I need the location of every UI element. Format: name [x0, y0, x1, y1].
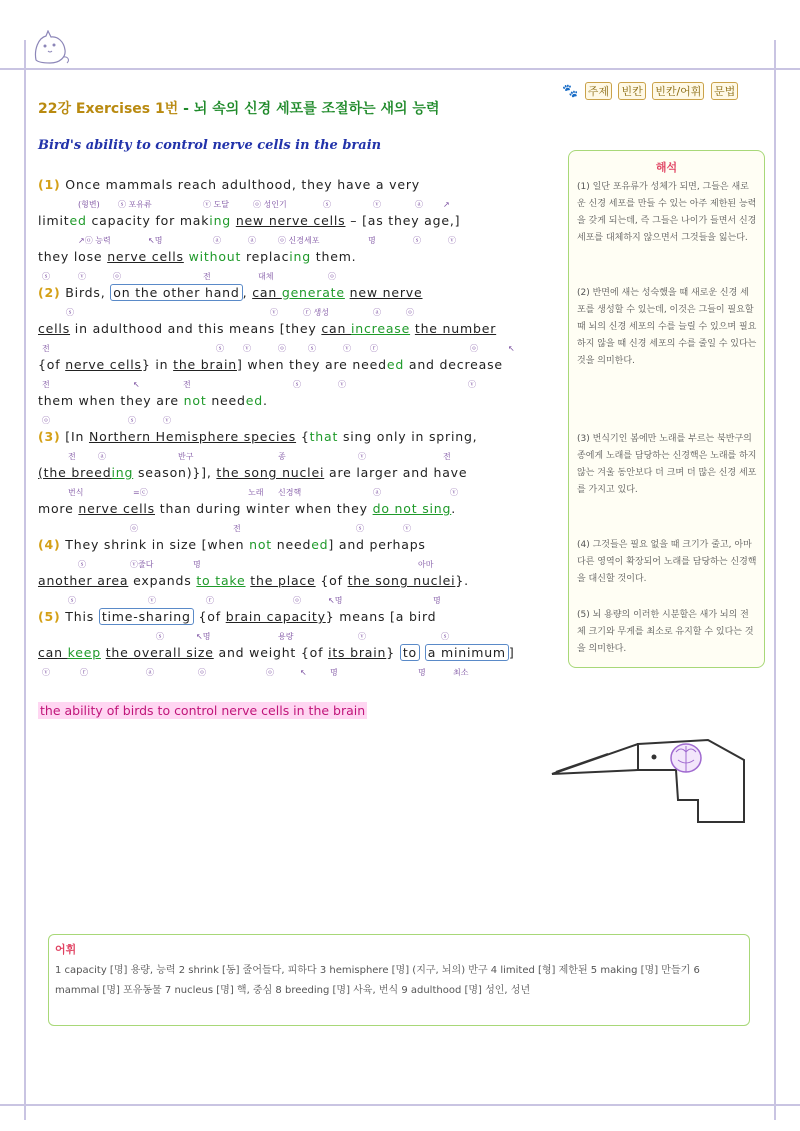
gloss: ⓥ: [448, 236, 456, 245]
gloss-line: [38, 482, 528, 500]
text: replac: [241, 249, 290, 264]
gloss: ⓐ: [213, 236, 221, 245]
gloss: ⓥ: [78, 272, 86, 281]
gloss: ⓞ: [470, 344, 478, 353]
text: nerve cells: [65, 357, 142, 372]
gloss: ⓥ 도달: [203, 200, 229, 209]
gloss-line: [38, 662, 528, 680]
text: them.: [311, 249, 357, 264]
gloss: ⓡ: [206, 596, 214, 605]
title-korean: - 뇌 속의 신경 세포를 조절하는 새의 능력: [178, 101, 440, 117]
text: the number: [414, 321, 497, 336]
passage-line: [38, 464, 528, 482]
text: {: [296, 429, 310, 444]
text: new nerve: [349, 285, 423, 300]
gloss: ⓞ: [293, 596, 301, 605]
passage-line: [38, 356, 528, 374]
tag-grammar[interactable]: 문법: [711, 82, 738, 100]
text: Northern Hemisphere species: [88, 429, 297, 444]
text: ] and perhaps: [328, 537, 426, 552]
passage-line: [38, 572, 528, 590]
text: and decrease: [404, 357, 503, 372]
text: more: [38, 501, 79, 516]
text: .: [263, 393, 268, 408]
gloss: ⓥ: [148, 596, 156, 605]
gloss: (형변): [78, 200, 100, 209]
gloss-line: [38, 446, 528, 464]
text: ]: [508, 645, 515, 660]
translation-paragraph-5: (5) 뇌 용량의 이러한 시분할은 새가 뇌의 전체 크기와 무게를 최소로 유지할 수 있다는 것을 의미한다.: [577, 610, 754, 654]
gloss: 전: [233, 524, 241, 533]
text: keep: [67, 645, 101, 660]
gloss: ⓞ: [42, 416, 50, 425]
text: they lose: [38, 249, 108, 264]
right-border: [774, 40, 776, 1120]
gloss: ⓞ 신경세포: [278, 236, 320, 245]
gloss: ↖명: [196, 632, 211, 641]
gloss: ⓥ줄다: [130, 560, 154, 569]
gloss: ⓞ: [278, 344, 286, 353]
top-border: [0, 68, 800, 70]
gloss: ⓡ 생성: [303, 308, 329, 317]
text: This: [60, 609, 99, 624]
gloss: ⓞ: [406, 308, 414, 317]
gloss: ⓐ: [98, 452, 106, 461]
gloss: ⓢ: [323, 200, 331, 209]
text: ing: [111, 465, 134, 480]
gloss: ⓞ: [198, 668, 206, 677]
text: the overall size: [105, 645, 214, 660]
text: ing: [289, 249, 312, 264]
paragraph-number: (1): [38, 177, 61, 192]
text: and weight {of: [213, 645, 329, 660]
gloss: ↗: [443, 200, 450, 209]
text: {of: [38, 357, 66, 372]
gloss: ⓥ: [358, 632, 366, 641]
text: Birds,: [60, 285, 111, 300]
text: sing only in spring,: [338, 429, 478, 444]
text: – [as they age,]: [345, 213, 461, 228]
gloss: ⓐ: [415, 200, 423, 209]
bird-illustration-icon: [548, 730, 748, 830]
text: to: [400, 644, 420, 661]
title-number: 22강 Exercises 1번: [38, 101, 179, 117]
text: {of: [193, 609, 226, 624]
gloss: ⓢ: [42, 272, 50, 281]
text: without: [188, 249, 242, 264]
text: ed: [386, 357, 405, 372]
gloss: ⓢ: [128, 416, 136, 425]
gloss: 명: [193, 560, 201, 569]
gloss: 명: [368, 236, 376, 245]
passage-line: [38, 644, 528, 662]
gloss: ↖: [300, 668, 307, 677]
vocabulary-list: 1 capacity [명] 용량, 능력 2 shrink [동] 줄어들다, 피하다 3 hemisphere [명] (지구, 뇌의) 반구 4 limited [형] 제한된 5 making [명] 만들기 6 mammal [명] 포유동물 7 nucleus [명] 핵, 중심 8 breeding [명] 사육, 번식 9 adulthood [명] 성인, 성년: [55, 965, 700, 996]
gloss: ⓞ 성인기: [253, 200, 287, 209]
passage-line: [38, 284, 528, 302]
gloss: ⓢ: [441, 632, 449, 641]
text: the song nuclei: [347, 573, 456, 588]
passage-line: [38, 392, 528, 410]
gloss: ⓐ: [373, 488, 381, 497]
gloss: ⓥ: [358, 452, 366, 461]
left-border: [24, 40, 26, 1120]
text: need: [206, 393, 246, 408]
gloss: ⓥ: [403, 524, 411, 533]
gloss: ⓢ 포유류: [118, 200, 152, 209]
text: season)}],: [133, 465, 217, 480]
text: can: [321, 321, 351, 336]
passage-line: [38, 536, 528, 554]
gloss: ⓢ: [356, 524, 364, 533]
text: than during winter when they: [155, 501, 373, 516]
text: a minimum: [425, 644, 509, 661]
text: not: [183, 393, 207, 408]
gloss: 최소: [453, 668, 469, 677]
text: ed: [311, 537, 329, 552]
text: They shrink in size [when: [60, 537, 250, 552]
text: to take: [196, 573, 246, 588]
cat-logo-icon: [30, 30, 72, 66]
gloss: ⓥ: [338, 380, 346, 389]
gloss: ⓞ: [130, 524, 138, 533]
tag-blank-vocab[interactable]: 빈칸/어휘: [652, 82, 704, 100]
text: can: [38, 645, 68, 660]
gloss-line: [38, 266, 528, 284]
passage-subtitle: Bird's ability to control nerve cells in the brain: [38, 138, 382, 153]
text: ed: [69, 213, 87, 228]
gloss: 전: [42, 380, 50, 389]
gloss: 전: [68, 452, 76, 461]
gloss: ↖명: [328, 596, 343, 605]
gloss: ⓞ: [328, 272, 336, 281]
text: increase: [351, 321, 411, 336]
gloss-line: [38, 590, 528, 608]
gloss: 명: [418, 668, 426, 677]
tag-topic[interactable]: 주제: [585, 82, 612, 100]
gloss: 아마: [418, 560, 434, 569]
text: new nerve cells: [235, 213, 346, 228]
passage: [38, 176, 528, 680]
passage-line: [38, 500, 528, 518]
text: brain capacity: [225, 609, 326, 624]
gloss-line: [38, 230, 528, 248]
text: expands: [128, 573, 197, 588]
gloss: ⓐ: [248, 236, 256, 245]
text: the song nuclei: [216, 465, 325, 480]
text: do not sing: [372, 501, 452, 516]
gloss: ⓥ: [450, 488, 458, 497]
text: ] when they are need: [236, 357, 387, 372]
translation-paragraph-2: (2) 반면에 새는 성숙했을 때 새로운 신경 세포를 생성할 수 있는데, 이것은 그들이 필요할 때 뇌의 신경 세포의 수를 늘릴 수 있으며 필요하지 않을 때 신경 세포의 수를 줄일 수 있다는 것을 의미한다.: [577, 288, 757, 366]
paragraph-number: (2): [38, 285, 61, 300]
gloss-line: [38, 194, 528, 212]
vocabulary-box: [48, 934, 750, 1026]
translation-paragraph-3: (3) 번식기인 봄에만 노래를 부르는 북반구의 종에게 노래를 담당하는 신경핵은 노래를 하지 않는 겨울 동안보다 더 크며 더 많은 신경 세포를 가지고 있다.: [577, 434, 757, 495]
gloss-line: [38, 554, 528, 572]
gloss-line: [38, 410, 528, 428]
passage-line: [38, 176, 528, 194]
gloss: ⓢ: [413, 236, 421, 245]
gloss: 전: [183, 380, 191, 389]
text: nerve cells: [107, 249, 184, 264]
text: generate: [281, 285, 345, 300]
gloss: ⓥ: [243, 344, 251, 353]
gloss: 전: [203, 272, 211, 281]
passage-line: [38, 212, 528, 230]
text: are larger and have: [324, 465, 468, 480]
text: ing: [209, 213, 232, 228]
gloss: ⓥ: [42, 668, 50, 677]
gloss: ⓥ: [343, 344, 351, 353]
gloss: ⓥ: [163, 416, 171, 425]
text: }.: [455, 573, 469, 588]
gloss: ⓢ: [78, 560, 86, 569]
gloss: ⓢ: [216, 344, 224, 353]
text: ed: [245, 393, 263, 408]
gloss: ⓥ: [270, 308, 278, 317]
gloss: ↗ⓞ 능력: [78, 236, 111, 245]
gloss: 반구: [178, 452, 194, 461]
text: capacity for mak: [86, 213, 210, 228]
translation-paragraph-4: (4) 그것들은 필요 없을 때 크기가 줄고, 아마 다른 영역이 확장되어 노래를 담당하는 신경핵을 대신할 것이다.: [577, 540, 757, 584]
paragraph-number: (5): [38, 609, 61, 624]
gloss-line: [38, 302, 528, 320]
gloss: 노래: [248, 488, 264, 497]
text: } in: [141, 357, 174, 372]
gloss-line: [38, 374, 528, 392]
gloss: 신경핵: [278, 488, 302, 497]
gloss: ⓐ: [373, 308, 381, 317]
text: time-sharing: [99, 608, 194, 625]
gloss: 번식: [68, 488, 84, 497]
gloss: ⓢ: [68, 596, 76, 605]
translation-box: [568, 150, 765, 668]
text: cells: [38, 321, 71, 336]
text: another area: [38, 573, 129, 588]
text: .: [451, 501, 457, 516]
text: that: [309, 429, 339, 444]
translation-paragraph-1: (1) 일단 포유류가 성체가 되면, 그들은 새로운 신경 세포를 만들 수 있는 아주 제한된 능력을 갖게 되는데, 즉 그들은 나이가 들면서 신경 세포를 대체하지 않으면서 그것들을 잃는다.: [577, 182, 757, 243]
gloss: ⓐ: [146, 668, 154, 677]
text: the brain: [173, 357, 237, 372]
page-title: [38, 98, 439, 118]
gloss: ⓢ: [66, 308, 74, 317]
text: [In: [60, 429, 89, 444]
gloss: 대체: [258, 272, 274, 281]
gloss: ⓡ: [370, 344, 378, 353]
text: the place: [250, 573, 316, 588]
gloss: ⓢ: [293, 380, 301, 389]
text: need: [271, 537, 312, 552]
text: }: [386, 645, 400, 660]
text: in adulthood and this means [they: [70, 321, 322, 336]
gloss: 전: [42, 344, 50, 353]
topic-tags: [562, 82, 738, 100]
gloss: ↖: [508, 344, 515, 353]
gloss: 전: [443, 452, 451, 461]
gloss: ⓢ: [308, 344, 316, 353]
text: its brain: [328, 645, 387, 660]
gloss: 종: [278, 452, 286, 461]
passage-line: [38, 608, 528, 626]
paragraph-number: (3): [38, 429, 61, 444]
gloss: ⓞ: [266, 668, 274, 677]
paw-icon: 🐾: [562, 84, 579, 99]
gloss-line: [38, 518, 528, 536]
gloss: ⓡ: [80, 668, 88, 677]
vocabulary-title: 어휘: [55, 943, 77, 956]
paragraph-number: (4): [38, 537, 61, 552]
text: them when they are: [38, 393, 184, 408]
text: } means [a bird: [325, 609, 437, 624]
translation-title: 해석: [655, 161, 678, 174]
gloss-line: [38, 626, 528, 644]
text: can: [252, 285, 282, 300]
bottom-border: [0, 1104, 800, 1106]
text: not: [249, 537, 272, 552]
gloss: ⓢ: [156, 632, 164, 641]
text: Once mammals reach adulthood, they have a very: [60, 177, 420, 192]
gloss: 용량: [278, 632, 294, 641]
gloss-line: [38, 338, 528, 356]
gloss: 명: [433, 596, 441, 605]
gloss: ⓥ: [468, 380, 476, 389]
passage-line: [38, 428, 528, 446]
text: {of: [315, 573, 348, 588]
gloss: ⓞ: [113, 272, 121, 281]
summary-highlight: the ability of birds to control nerve cells in the brain: [40, 703, 366, 718]
text: (the breed: [38, 465, 112, 480]
text: nerve cells: [78, 501, 155, 516]
passage-line: [38, 248, 528, 266]
tag-blank[interactable]: 빈칸: [618, 82, 645, 100]
text: ,: [242, 285, 253, 300]
gloss: ⓥ: [373, 200, 381, 209]
gloss: ↖: [133, 380, 140, 389]
gloss: =ⓒ: [133, 488, 148, 497]
text: limit: [38, 213, 70, 228]
passage-line: [38, 320, 528, 338]
text: on the other hand: [110, 284, 242, 301]
gloss: ↖명: [148, 236, 163, 245]
gloss: 명: [330, 668, 338, 677]
